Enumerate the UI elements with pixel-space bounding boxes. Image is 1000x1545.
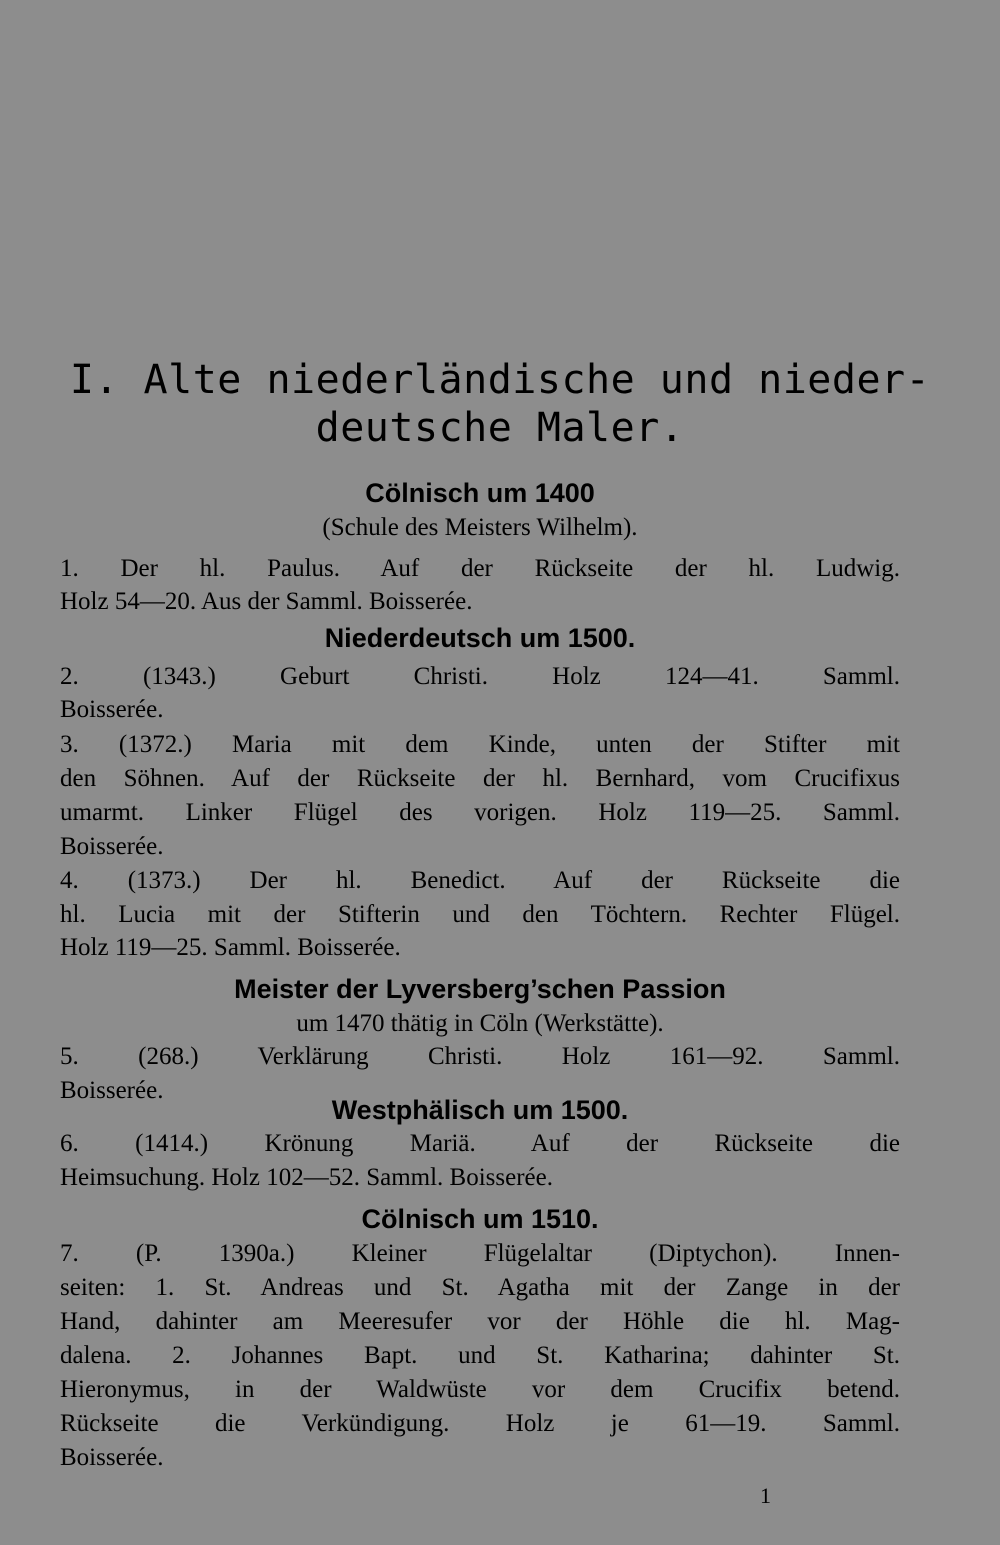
section-heading: Westphälisch um 1500. bbox=[331, 1095, 629, 1125]
entry-line: 2. (1343.) Geburt Christi. Holz 124—41. Samml. bbox=[60, 663, 900, 690]
entry-line: Boisserée. bbox=[60, 696, 164, 723]
entry-line: Hand, dahinter am Meeresufer vor der Höhle die hl. Mag- bbox=[60, 1308, 900, 1335]
section-heading: Niederdeutsch um 1500. bbox=[324, 623, 636, 653]
entry-line: Heimsuchung. Holz 102—52. Samml. Boisserée. bbox=[60, 1164, 553, 1191]
page-number: 1 bbox=[760, 1483, 771, 1508]
entry-line: Rückseite die Verkündigung. Holz je 61—19. Samml. bbox=[60, 1410, 900, 1437]
entry-line: 7. (P. 1390a.) Kleiner Flügelaltar (Diptychon). Innen- bbox=[60, 1240, 900, 1267]
title-line-2: deutsche Maler. bbox=[315, 405, 685, 451]
entry-line: 1. Der hl. Paulus. Auf der Rückseite der hl. Ludwig. bbox=[60, 555, 900, 582]
section-heading: Cölnisch um 1400 bbox=[365, 478, 595, 508]
entry-line: Hieronymus, in der Waldwüste vor dem Crucifix betend. bbox=[60, 1376, 900, 1403]
section-subheading: um 1470 thätig in Cöln (Werkstätte). bbox=[296, 1010, 664, 1037]
section-heading: Meister der Lyversberg’schen Passion bbox=[234, 974, 726, 1004]
entry-line: Holz 119—25. Samml. Boisserée. bbox=[60, 934, 401, 961]
entry-line: 4. (1373.) Der hl. Benedict. Auf der Rückseite die bbox=[60, 867, 900, 894]
entry-line: seiten: 1. St. Andreas und St. Agatha mit der Zange in der bbox=[60, 1274, 900, 1301]
section-subheading: (Schule des Meisters Wilhelm). bbox=[322, 514, 638, 541]
entry-line: 3. (1372.) Maria mit dem Kinde, unten der Stifter mit bbox=[60, 731, 900, 758]
section-heading: Cölnisch um 1510. bbox=[361, 1204, 599, 1234]
entry-line: Boisserée. bbox=[60, 1077, 164, 1104]
entry-line: Boisserée. bbox=[60, 1444, 164, 1471]
entry-line: umarmt. Linker Flügel des vorigen. Holz 119—25. Samml. bbox=[60, 799, 900, 826]
entry-line: dalena. 2. Johannes Bapt. und St. Katharina; dahinter St. bbox=[60, 1342, 900, 1369]
entry-line: hl. Lucia mit der Stifterin und den Töchtern. Rechter Flügel. bbox=[60, 901, 900, 928]
entry-line: 5. (268.) Verklärung Christi. Holz 161—92. Samml. bbox=[60, 1043, 900, 1070]
entry-line: den Söhnen. Auf der Rückseite der hl. Bernhard, vom Crucifixus bbox=[60, 765, 900, 792]
title-line-1: I. Alte niederländische und nieder- bbox=[69, 357, 931, 403]
page-title bbox=[60, 356, 940, 452]
entry-line: 6. (1414.) Krönung Mariä. Auf der Rückseite die bbox=[60, 1130, 900, 1157]
entry-line: Boisserée. bbox=[60, 833, 164, 860]
entry-line: Holz 54—20. Aus der Samml. Boisserée. bbox=[60, 588, 473, 615]
